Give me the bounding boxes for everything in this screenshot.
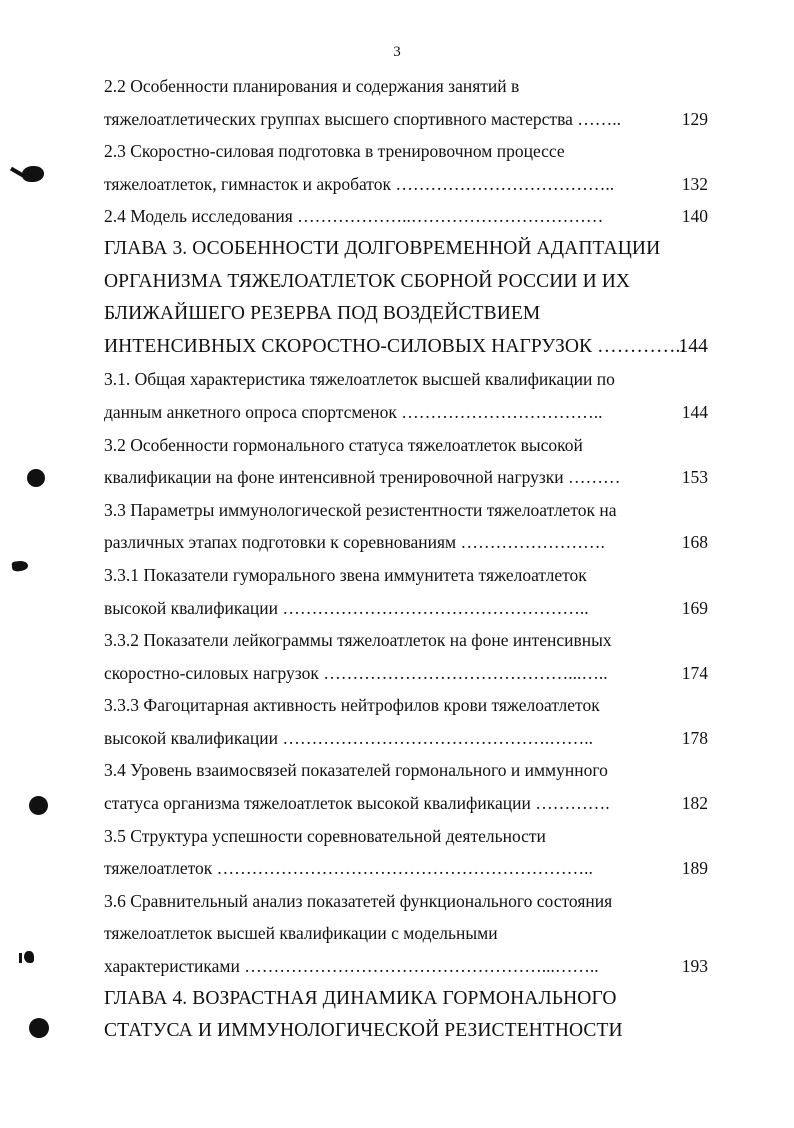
toc-line: 3.4 Уровень взаимосвязей показателей гормонального и иммунного [104,760,608,781]
toc-line: 2.3 Скоростно-силовая подготовка в тренировочном процессе [104,141,565,162]
toc-entry-3-2 [104,429,708,494]
toc-entry-2-3 [104,135,708,200]
binder-hole-mark [10,167,24,177]
toc-page-number: 189 [681,858,708,879]
page-number: 3 [393,44,401,60]
toc-page-number: 169 [681,597,708,618]
toc-entry-3-1 [104,363,708,428]
toc-line: 3.3.1 Показатели гуморального звена иммунитета тяжелоатлеток [104,564,587,585]
chapter-heading-line: ИНТЕНСИВНЫХ СКОРОСТНО-СИЛОВЫХ НАГРУЗОК ………….. [104,335,686,357]
toc-line-with-page [104,168,708,201]
toc-line: скоростно-силовых нагрузок ……………………………………...….. [104,662,608,683]
toc-page-number: 178 [681,727,708,748]
toc-line-with-page [104,592,708,625]
toc-line-with-page [104,852,708,885]
binder-hole-mark [11,560,28,572]
toc-entry-3-4 [104,754,708,819]
toc-page-number: 168 [681,532,708,553]
toc-line: характеристиками ……………………………………………...…….. [104,956,599,977]
toc-page-number: 153 [681,467,708,488]
toc-entry-3-3-3 [104,689,708,754]
binder-hole-mark [29,1018,49,1038]
toc-line: высокой квалификации ……………………………………….…….. [104,727,594,748]
toc-page-number: 144 [678,335,708,357]
toc-line: 3.3.2 Показатели лейкограммы тяжелоатлеток на фоне интенсивных [104,630,612,651]
toc-line: статуса организма тяжелоатлеток высокой квалификации …………. [104,793,610,814]
toc-line-with-page [104,787,708,820]
toc-entry-3-3-2 [104,624,708,689]
toc-page-number: 193 [681,956,708,977]
toc-page-number: 129 [681,108,708,129]
toc-page-number: 132 [681,173,708,194]
toc-line: различных этапах подготовки к соревнованиям ……………………. [104,532,605,553]
toc-line: 2.2 Особенности планирования и содержания занятий в [104,76,520,96]
toc-line-with-page [104,461,708,494]
toc-line: высокой квалификации …………………………………………….. [104,597,589,618]
toc-line: тяжелоатлетических группах высшего спортивного мастерства …….. [104,108,622,129]
toc-entry-3-3-1 [104,559,708,624]
toc-line-with-page [104,722,708,755]
toc-page-number: 140 [681,206,708,227]
toc-line-with-page [104,396,708,429]
toc-line: 3.1. Общая характеристика тяжелоатлеток высшей квалификации по [104,369,615,390]
chapter-heading-line: СТАТУСА И ИММУНОЛОГИЧЕСКОЙ РЕЗИСТЕНТНОСТИ [104,1020,623,1042]
toc-line-with-page [104,950,708,983]
toc-chapter-3 [104,233,708,363]
toc-line: 2.4 Модель исследования ………………..…………………………… [104,206,604,227]
toc-line-with-page [104,526,708,559]
chapter-heading-line: ОРГАНИЗМА ТЯЖЕЛОАТЛЕТОК СБОРНОЙ РОССИИ И ИХ [104,270,631,292]
toc-line: 3.3 Параметры иммунологической резистентности тяжелоатлеток на [104,499,617,520]
toc-line-with-page [104,657,708,690]
toc-line: тяжелоатлеток высшей квалификации с модельными [104,923,498,944]
binder-hole-mark [22,166,44,182]
toc-line: 3.2 Особенности гормонального статуса тяжелоатлеток высокой [104,434,583,455]
binder-hole-mark [27,469,45,487]
toc-entry-3-6 [104,885,708,983]
toc-line: 3.3.3 Фагоцитарная активность нейтрофилов крови тяжелоатлеток [104,695,600,716]
toc-page-number: 182 [681,793,708,814]
toc-line: тяжелоатлеток, гимнасток и акробаток ……………………………….. [104,173,615,194]
toc-chapter-4 [104,983,708,1048]
toc-page-number: 174 [681,662,708,683]
binder-hole-mark [29,796,48,815]
chapter-heading-line: ГЛАВА 4. ВОЗРАСТНАЯ ДИНАМИКА ГОРМОНАЛЬНОГО [104,987,617,1009]
chapter-heading-line: ГЛАВА 3. ОСОБЕННОСТИ ДОЛГОВРЕМЕННОЙ АДАПТАЦИИ [104,237,661,259]
toc-line-with-page [104,103,708,136]
toc-line: квалификации на фоне интенсивной тренировочной нагрузки ……… [104,467,621,488]
toc-line-with-page [104,331,708,364]
toc-entry-3-3 [104,494,708,559]
toc-line-with-page [104,200,708,233]
table-of-contents [104,70,708,1048]
chapter-heading-line: БЛИЖАЙШЕГО РЕЗЕРВА ПОД ВОЗДЕЙСТВИЕМ [104,303,541,325]
toc-line: данным анкетного опроса спортсменок …………………………….. [104,401,603,422]
toc-line: тяжелоатлеток ……………………………………………………….. [104,858,593,879]
toc-page-number: 144 [681,401,708,422]
toc-line: 3.6 Сравнительный анализ показатетей функционального состояния [104,890,613,911]
binder-hole-mark [24,951,34,963]
toc-entry-2-2 [104,70,708,135]
toc-line: 3.5 Структура успешности соревновательной деятельности [104,825,546,846]
toc-entry-3-5 [104,820,708,885]
toc-entry-2-4 [104,200,708,233]
binder-hole-mark [19,953,22,963]
